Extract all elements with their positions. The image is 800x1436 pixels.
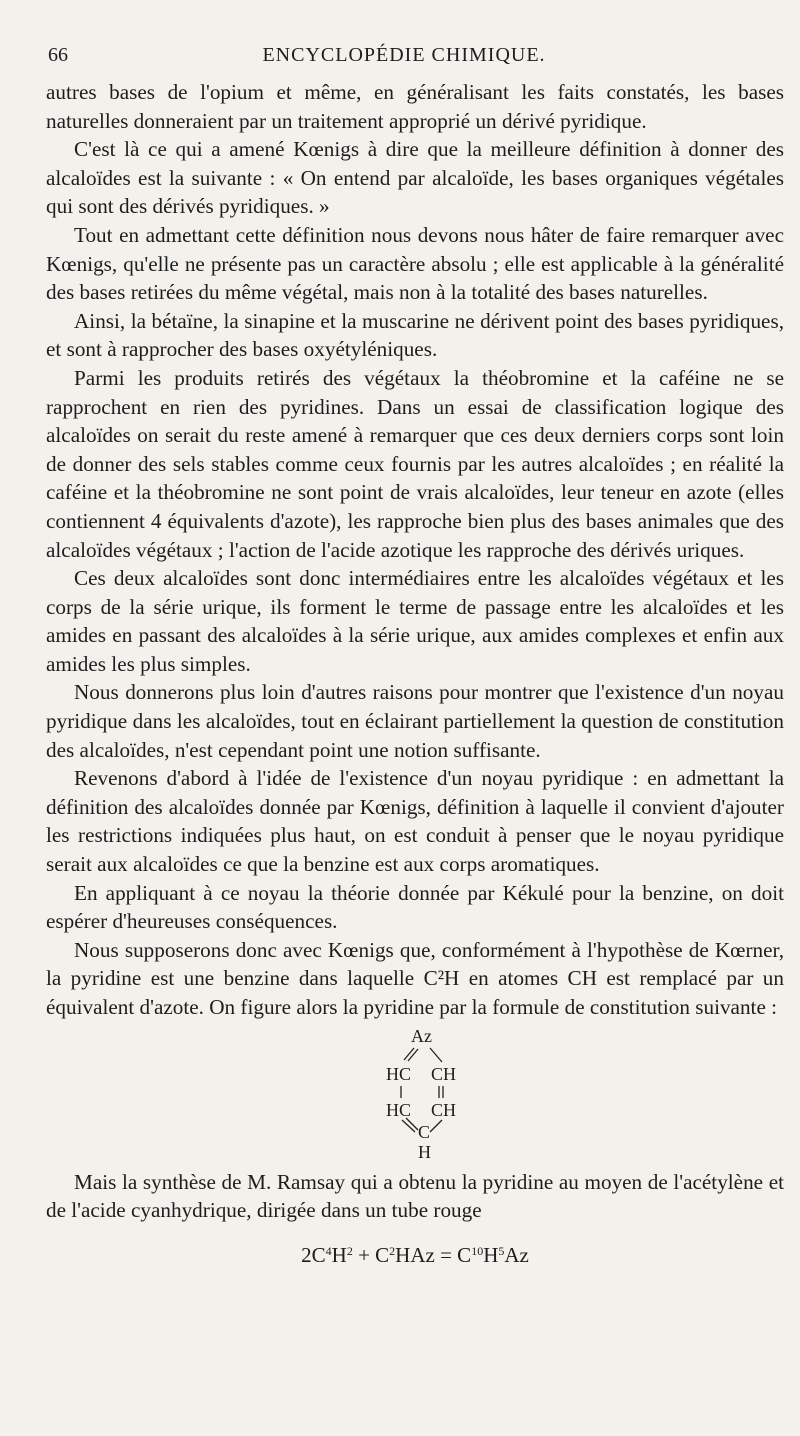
atom-label-h: H	[418, 1141, 431, 1162]
eq-sup: 2	[389, 1243, 396, 1258]
paragraph: Revenons d'abord à l'idée de l'existence d'un noyau pyridique : en admettant la définition des alcaloïdes donnée par Kœnigs, définition à laquelle il convient d'ajouter les restrictions indiquées plus haut, on est conduit à penser que le noyau pyridique serait aux alcaloïdes ce que la benzine est aux corps aromatiques.	[46, 766, 784, 877]
pyridine-structure-formula	[46, 1026, 784, 1148]
eq-term: Az	[504, 1242, 529, 1267]
eq-term: C	[375, 1242, 390, 1267]
running-title: ENCYCLOPÉDIE CHIMIQUE.	[262, 44, 546, 66]
eq-operator: =	[434, 1242, 458, 1267]
eq-sup: 10	[471, 1243, 484, 1258]
eq-term: 2C	[301, 1242, 326, 1267]
bond-line	[404, 1048, 414, 1060]
paragraph: Nous supposerons donc avec Kœnigs que, conformément à l'hypothèse de Kœrner, la pyridine est une benzine dans laquelle C²H en atomes CH est remplacé par un équivalent d'azote. On figure alors la pyridine par la formule de constitution suivante :	[46, 937, 784, 1019]
atom-label-c: C	[418, 1121, 431, 1142]
eq-term: C	[457, 1242, 472, 1267]
eq-term: H	[331, 1242, 347, 1267]
eq-sup: 2	[346, 1243, 353, 1258]
paragraph: Mais la synthèse de M. Ramsay qui a obtenu la pyridine au moyen de l'acétylène et de l'acide cyanhydrique, dirigée dans un tube rouge	[46, 1169, 784, 1223]
paragraph: En appliquant à ce noyau la théorie donnée par Kékulé pour la benzine, on doit espérer d'heureuses conséquences.	[46, 880, 784, 934]
reaction-equation	[46, 1237, 784, 1270]
paragraph: C'est là ce qui a amené Kœnigs à dire que la meilleure définition à donner des alcaloïdes est la suivante : « On entend par alcaloïde, les bases organiques végétales qui sont des dérivés pyridiques. »	[46, 137, 784, 219]
page-header	[48, 44, 760, 72]
paragraph: autres bases de l'opium et même, en généralisant les faits constatés, les bases naturelles donneraient par un traitement approprié un dérivé pyridique.	[46, 80, 784, 133]
bond-line	[430, 1120, 442, 1132]
bond-line	[430, 1048, 442, 1062]
atom-label-az: Az	[411, 1025, 432, 1046]
paragraph: Parmi les produits retirés des végétaux la théobromine et la caféine ne se rapprochent en rien des pyridines. Dans un essai de classification logique des alcaloïdes on serait du reste amené à remarquer que ces deux derniers corps sont loin de donner des sels stables comme ceux fournis par les autres alcaloïdes ; en réalité la caféine et la théobromine ne sont point de vrais alcaloïdes, leur teneur en azote (elles contiennent 4 équivalents d'azote), les rapproche bien plus des bases animales que des alcaloïdes végétaux ; l'action de l'acide azotique les rapproche des dérivés uriques.	[46, 365, 784, 562]
page-number: 66	[48, 44, 68, 66]
paragraph: Nous donnerons plus loin d'autres raisons pour montrer que l'existence d'un noyau pyridique dans les alcaloïdes, tout en éclairant partiellement la question de constitution des alcaloïdes, n'est cependant point une notion suffisante.	[46, 680, 784, 762]
atom-label-ch-upper: CH	[431, 1063, 457, 1084]
atom-label-ch-lower: CH	[431, 1099, 457, 1120]
eq-term: HAz	[395, 1242, 435, 1267]
paragraph: Tout en admettant cette définition nous devons nous hâter de faire remarquer avec Kœnigs, qu'elle ne présente pas un caractère absolu ; elle est applicable à la généralité des bases retirées du même végétal, mais non à la totalité des bases naturelles.	[46, 222, 784, 305]
atom-label-hc-lower: HC	[386, 1099, 412, 1120]
page-body	[46, 78, 784, 1269]
eq-term: H	[483, 1242, 499, 1267]
bond-line	[408, 1049, 418, 1061]
eq-sup: 5	[498, 1243, 505, 1258]
atom-label-hc-upper: HC	[386, 1063, 412, 1084]
bond-line	[402, 1120, 415, 1132]
paragraph: Ces deux alcaloïdes sont donc intermédiaires entre les alcaloïdes végétaux et les corps de la série urique, ils forment le terme de passage entre les alcaloïdes et les amides en passant des alcaloïdes à la série urique, aux amides complexes et enfin aux amides les plus simples.	[46, 566, 784, 676]
structure-hydrogen-row	[46, 1142, 784, 1162]
paragraph: Ainsi, la bétaïne, la sinapine et la muscarine ne dérivent point des bases pyridiques, et sont à rapprocher des bases oxyétyléniques.	[46, 308, 784, 362]
eq-operator: +	[352, 1242, 376, 1267]
eq-sup: 4	[325, 1243, 332, 1258]
